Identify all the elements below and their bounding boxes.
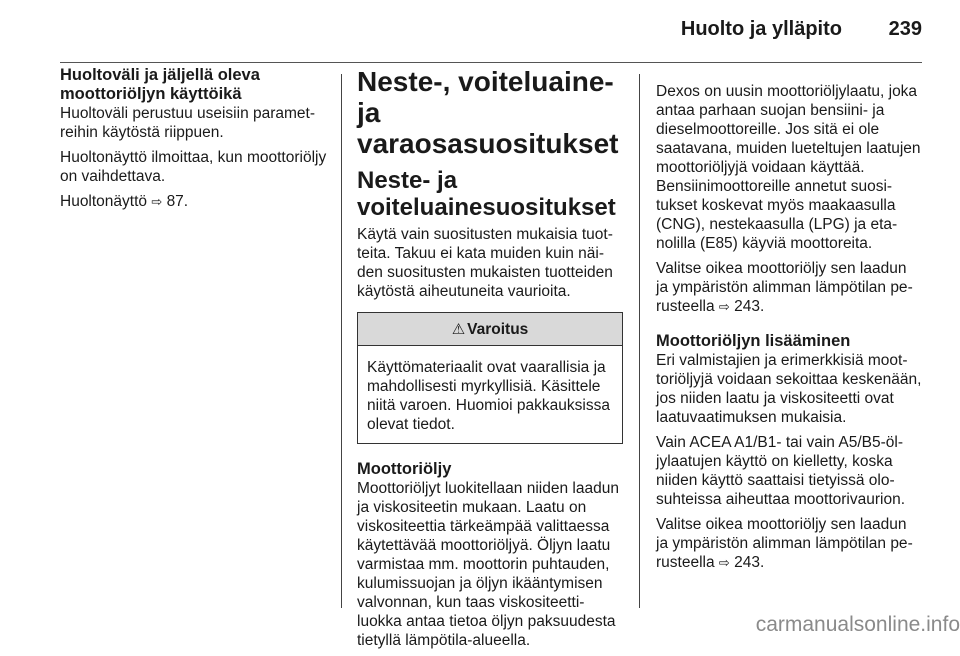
- subsection-heading-engine-oil: Moottoriöljy: [357, 460, 452, 478]
- warning-header: [358, 313, 622, 346]
- warning-title: Varoitus: [467, 320, 529, 338]
- reference-page: 243.: [734, 554, 765, 571]
- paragraph: Käytä vain suositusten mukaisia tuotteita. Takuu ei kata muiden kuin näiden suositusten mukaisten tuotteiden käytöstä aiheutuneita vaurioita.: [357, 226, 613, 300]
- paragraph: Huoltoväli perustuu useisiin parametreihin käytöstä riippuen.: [60, 105, 316, 141]
- reference-page: 243.: [734, 298, 765, 315]
- reference-text: Valitse oikea moottoriöljy sen laadun ja ympäristön alimman lämpötilan perusteella: [656, 260, 913, 315]
- paragraph: Vain ACEA A1/B1- tai vain A5/B5-öljylaatujen käyttö on kielletty, koska niiden käyttö saattaisi tietyissä olosuhteissa aiheuttaa moottorivaurion.: [656, 434, 906, 508]
- page-header: [60, 0, 922, 63]
- column-divider: [341, 74, 342, 608]
- paragraph: Moottoriöljyt luokitellaan niiden laadun ja viskositeetin mukaan. Laatu on viskositeettia tärkeämpää valittaessa käytettävää moottoriöljyä. Öljyn laatu varmistaa mm. moottorin puhtauden, kulumissuojan ja öljyn ikääntymisen valvonnan, kun taas viskositeettiluokka antaa tietoa öljyn paksuudesta tietyllä lämpötila-alueella.: [357, 480, 619, 649]
- reference-text: Valitse oikea moottoriöljy sen laadun ja ympäristön alimman lämpötilan perusteella: [656, 516, 913, 571]
- header-title: Huolto ja ylläpito: [680, 18, 842, 40]
- cross-reference[interactable]: [656, 259, 922, 316]
- page-reference-icon: ⇨: [151, 194, 163, 209]
- cross-reference[interactable]: [656, 515, 922, 572]
- page-number: 239: [888, 18, 922, 40]
- page-reference-icon: ⇨: [718, 299, 730, 314]
- subsection-heading-adding-oil: Moottoriöljyn lisääminen: [656, 332, 851, 350]
- column-1: [60, 66, 328, 217]
- section-heading-service-interval: Huoltoväli ja jäljellä oleva moottoriöljyn käyttöikä: [60, 66, 260, 103]
- warning-box: [357, 312, 623, 444]
- chapter-heading: Neste-, voiteluaine- ja varaosasuositukset: [357, 66, 619, 159]
- paragraph: Dexos on uusin moottoriöljylaatu, joka antaa parhaan suojan bensiini- ja dieselmoottoreille. Jos sitä ei ole saatavana, muiden lueteltujen laatujen moottoriöljyjä voidaan käyttää. Bensiinimoottoreille annetut suositukset koskevat myös maakaasulla (CNG), nestekaasulla (LPG) ja etanolilla (E85) käyviä moottoreita.: [656, 83, 921, 252]
- paragraph: Huoltonäyttö ilmoittaa, kun moottoriöljy on vaihdettava.: [60, 149, 327, 185]
- reference-text: Huoltonäyttö: [60, 193, 148, 210]
- warning-text: Käyttömateriaalit ovat vaarallisia ja mahdollisesti myrkyllisiä. Käsittele niitä varoen. Huomioi pakkauksissa olevat tiedot.: [367, 359, 610, 433]
- column-2: [357, 66, 623, 656]
- reference-page: 87.: [166, 193, 189, 210]
- watermark: carmanualsonline.info: [755, 613, 960, 636]
- cross-reference[interactable]: [60, 192, 328, 211]
- column-3: [656, 82, 922, 578]
- column-divider: [639, 74, 640, 608]
- section-heading: Neste- ja voiteluainesuositukset: [357, 167, 616, 221]
- warning-triangle-icon: ⚠: [451, 320, 466, 338]
- page-reference-icon: ⇨: [718, 555, 730, 570]
- paragraph: Eri valmistajien ja erimerkkisiä moottoriöljyjä voidaan sekoittaa keskenään, jos niiden laatu ja viskositeetti ovat laatuvaatimuksen mukaisia.: [656, 352, 922, 426]
